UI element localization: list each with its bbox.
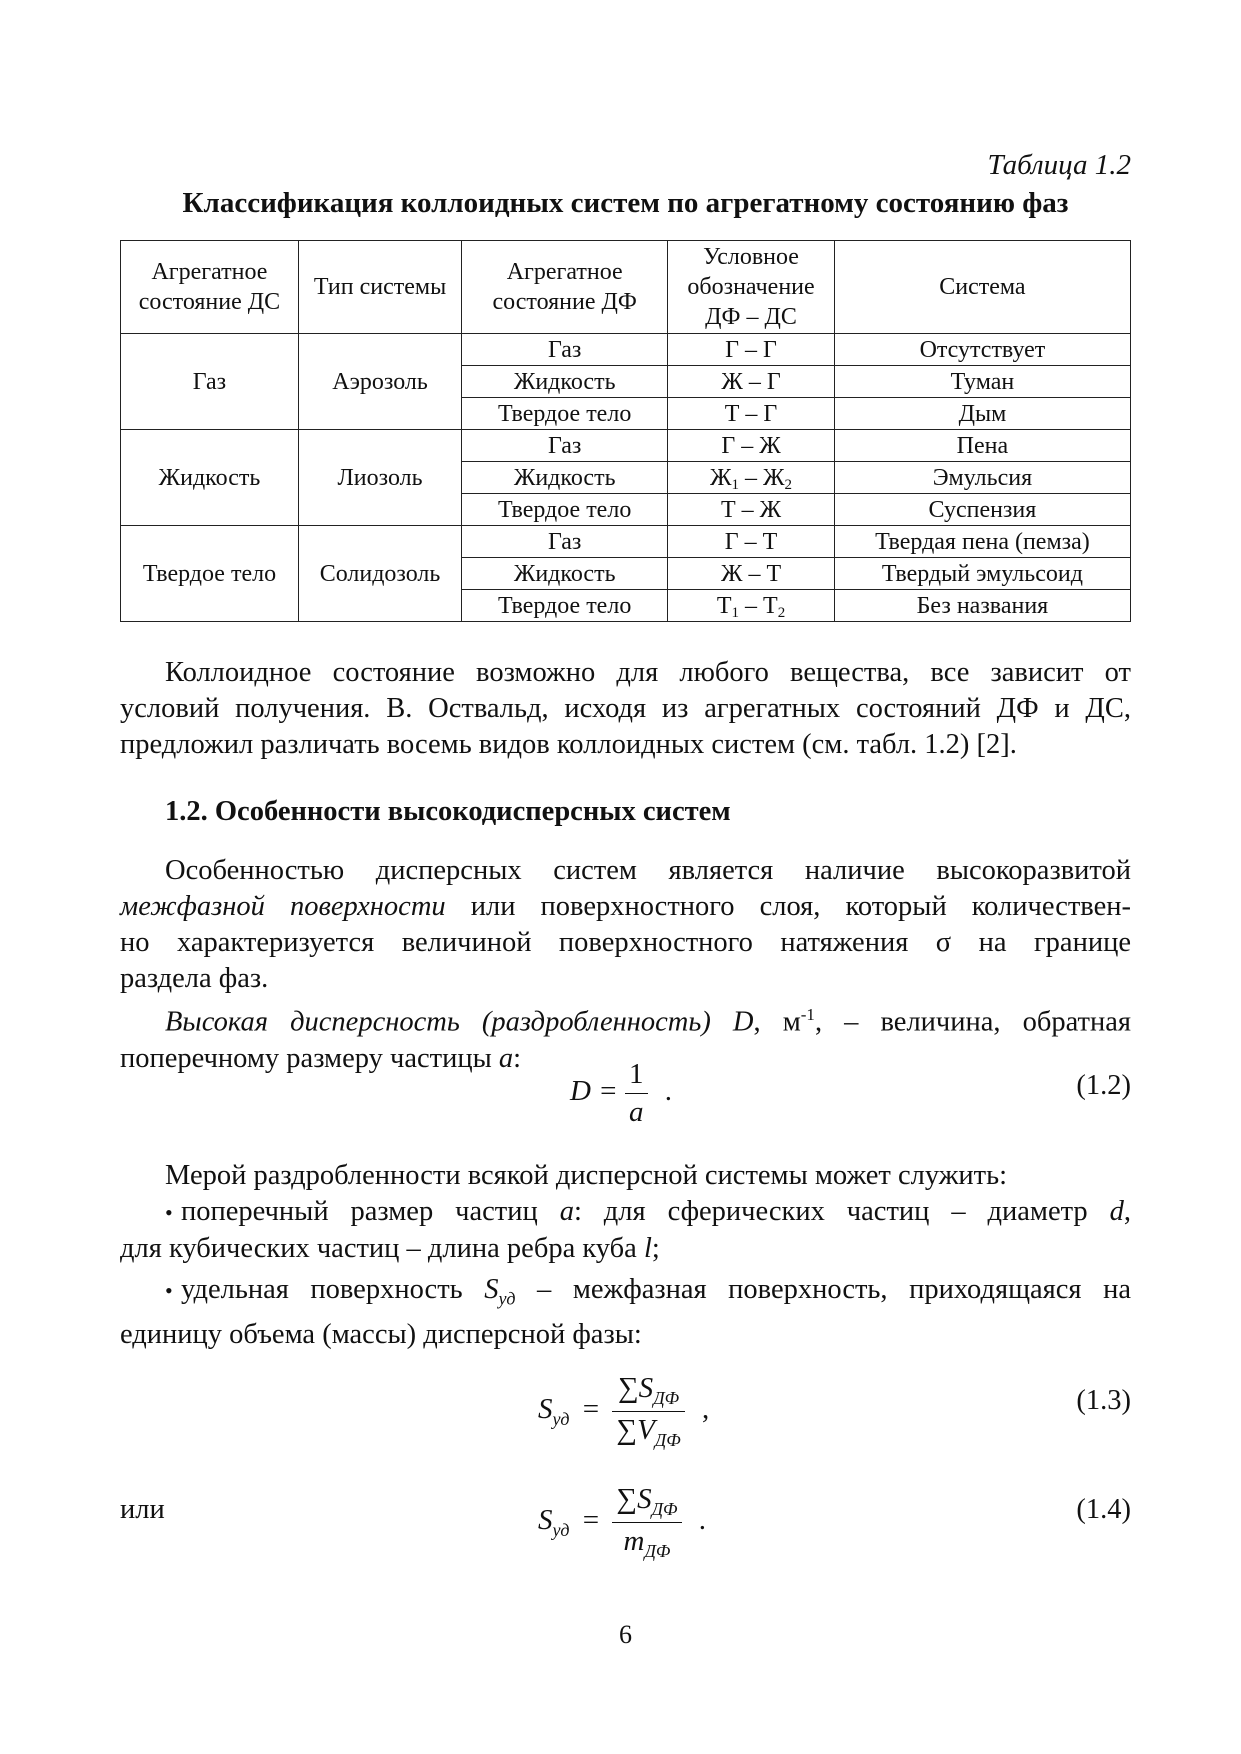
superscript: -1 (800, 1005, 815, 1024)
fraction (625, 1058, 648, 1129)
text-span: для кубических частиц – длина ребра куба (120, 1233, 644, 1264)
notation-cell: Т – Ж (668, 494, 835, 526)
text-span: или поверхностного слоя, который количествен- (445, 891, 1131, 922)
punctuation: . (664, 1075, 673, 1108)
subscript: ДФ (651, 1498, 678, 1519)
bullet-icon: • (165, 1278, 173, 1303)
header-cell: Тип системы (298, 241, 461, 334)
variable: a (498, 1042, 514, 1074)
text-line (120, 997, 1131, 1041)
system-type-cell: Солидозоль (298, 526, 461, 622)
text-span: – межфазная поверхность, приходящаяся на (515, 1274, 1131, 1305)
equals-sign: = (582, 1392, 600, 1425)
eq-lhs: S (538, 1503, 553, 1536)
notation-cell: Г – Т (668, 526, 835, 558)
variable: d (1109, 1196, 1124, 1227)
subscript: 1 (731, 476, 740, 493)
table-row (121, 526, 1131, 558)
paragraph-measures (120, 1158, 1131, 1194)
eq-lhs: D = (570, 1075, 618, 1108)
text-span: , м (753, 1006, 801, 1038)
text-span: , (1123, 1196, 1131, 1227)
df-state-cell: Газ (462, 334, 668, 366)
df-state-cell: Жидкость (462, 462, 668, 494)
italic-term: Высокая дисперсность (раздробленность) D (165, 1006, 754, 1038)
list-item (120, 1194, 1131, 1267)
paragraph-features (120, 853, 1131, 997)
text-line: Коллоидное состояние возможно для любого вещества, все зависит от (165, 657, 1131, 688)
classification-table (120, 240, 1131, 622)
text-line: Особенностью дисперсных систем является наличие высокоразвитой (165, 855, 1131, 886)
denominator: a (629, 1096, 644, 1128)
denominator-text: ∑V (616, 1413, 655, 1446)
subscript: ДФ (644, 1540, 671, 1561)
text-line: раздела фаз. (120, 963, 269, 994)
subscript: 2 (784, 476, 793, 493)
page-number: 6 (619, 1620, 632, 1649)
variable: a (559, 1196, 574, 1227)
eq-lhs: S (538, 1392, 553, 1425)
text-line: условий получения. В. Оствальд, исходя из агрегатных состояний ДФ и ДС, (120, 693, 1131, 724)
text-span: : (513, 1042, 522, 1074)
equation-number: (1.4) (1076, 1494, 1131, 1525)
notation-cell: Т – Г (668, 398, 835, 430)
text-span: , – величина, обратная (814, 1006, 1131, 1038)
system-cell: Отсутствует (834, 334, 1130, 366)
ds-state-cell: Газ (121, 334, 299, 430)
subscript: ДФ (653, 1387, 680, 1408)
text-span: или (120, 1494, 165, 1525)
header-cell: Агрегатное состояние ДС (121, 241, 299, 334)
text-line (120, 1231, 1131, 1267)
header-cell: Условное обозначение ДФ – ДС (668, 241, 835, 334)
text-span: удельная поверхность (181, 1274, 485, 1305)
df-state-cell: Твердое тело (462, 590, 668, 622)
fraction (612, 1483, 681, 1562)
equation-number: (1.2) (1076, 1070, 1131, 1101)
notation-cell: $Т_1 - Т_2$ (668, 590, 835, 622)
numerator: 1 (625, 1058, 648, 1094)
system-cell: Твердая пена (пемза) (834, 526, 1130, 558)
subscript: 1 (731, 604, 740, 621)
equation-1-3 (538, 1372, 709, 1451)
text-span: : для сферических частиц – диаметр (573, 1196, 1110, 1227)
notation-cell: Ж – Г (668, 366, 835, 398)
table-caption: Таблица 1.2 (987, 149, 1131, 181)
document-page (120, 0, 1131, 1754)
system-cell: Твердый эмульсоид (834, 558, 1130, 590)
df-state-cell: Газ (462, 526, 668, 558)
text-line: предложил различать восемь видов коллоидных систем (см. табл. 1.2) [2]. (120, 729, 1017, 760)
table-header-row (121, 241, 1131, 334)
df-state-cell: Твердое тело (462, 494, 668, 526)
text-line (120, 1272, 1131, 1317)
text-span: ; (651, 1233, 660, 1264)
subscript: уд (498, 1288, 516, 1309)
italic-term: межфазной поверхности (120, 891, 446, 922)
list-item (120, 1272, 1131, 1353)
bullet-icon: • (165, 1200, 173, 1225)
section-heading: 1.2. Особенности высокодисперсных систем (165, 796, 731, 827)
text-span: поперечному размеру частицы (120, 1042, 499, 1074)
system-cell: Эмульсия (834, 462, 1130, 494)
text-line (120, 889, 1131, 925)
notation-cell: $Ж_1 - Ж_2$ (668, 462, 835, 494)
text-span: поперечный размер частиц (181, 1196, 560, 1227)
table-title: Классификация коллоидных систем по агрегатному состоянию фаз (182, 187, 1069, 219)
header-cell: Система (834, 241, 1130, 334)
denominator-text: m (623, 1524, 645, 1557)
variable: S (484, 1274, 499, 1305)
equals-sign: = (582, 1503, 600, 1536)
ds-state-cell: Твердое тело (121, 526, 299, 622)
numerator-text: ∑S (618, 1372, 654, 1404)
header-cell: Агрегатное состояние ДФ (462, 241, 668, 334)
df-state-cell: Жидкость (462, 366, 668, 398)
system-cell: Дым (834, 398, 1130, 430)
system-cell: Туман (834, 366, 1130, 398)
text-line: но характеризуется величиной поверхностного натяжения σ на границе (120, 927, 1131, 958)
subscript: ДФ (654, 1429, 681, 1450)
fraction (612, 1372, 684, 1451)
ds-state-cell: Жидкость (121, 430, 299, 526)
df-state-cell: Жидкость (462, 558, 668, 590)
text-line (120, 1194, 1131, 1231)
subscript: 2 (777, 604, 786, 621)
table-row (121, 334, 1131, 366)
system-type-cell: Аэрозоль (298, 334, 461, 430)
equation-number: (1.3) (1076, 1385, 1131, 1416)
df-state-cell: Газ (462, 430, 668, 462)
punctuation: . (698, 1503, 707, 1536)
numerator-text: ∑S (616, 1483, 652, 1515)
subscript: уд (552, 1519, 570, 1540)
notation-cell: Г – Ж (668, 430, 835, 462)
notation-cell: Г – Г (668, 334, 835, 366)
text-line: единицу объема (массы) дисперсной фазы: (120, 1318, 642, 1350)
table-row (121, 430, 1131, 462)
denominator (612, 1523, 681, 1562)
subscript: уд (552, 1408, 570, 1429)
df-state-cell: Твердое тело (462, 398, 668, 430)
numerator (612, 1483, 681, 1523)
denominator (612, 1412, 684, 1451)
system-type-cell: Лиозоль (298, 430, 461, 526)
paragraph-ostwald (120, 655, 1131, 763)
system-cell: Суспензия (834, 494, 1130, 526)
numerator (612, 1372, 684, 1412)
system-cell: Пена (834, 430, 1130, 462)
punctuation: , (701, 1392, 710, 1425)
equation-1-4 (538, 1483, 706, 1562)
notation-cell: Ж – Т (668, 558, 835, 590)
equation-1-2 (570, 1058, 672, 1129)
text-line: Мерой раздробленности всякой дисперсной системы может служить: (165, 1160, 1008, 1191)
system-cell: Без названия (834, 590, 1130, 622)
variable: l (643, 1233, 652, 1264)
